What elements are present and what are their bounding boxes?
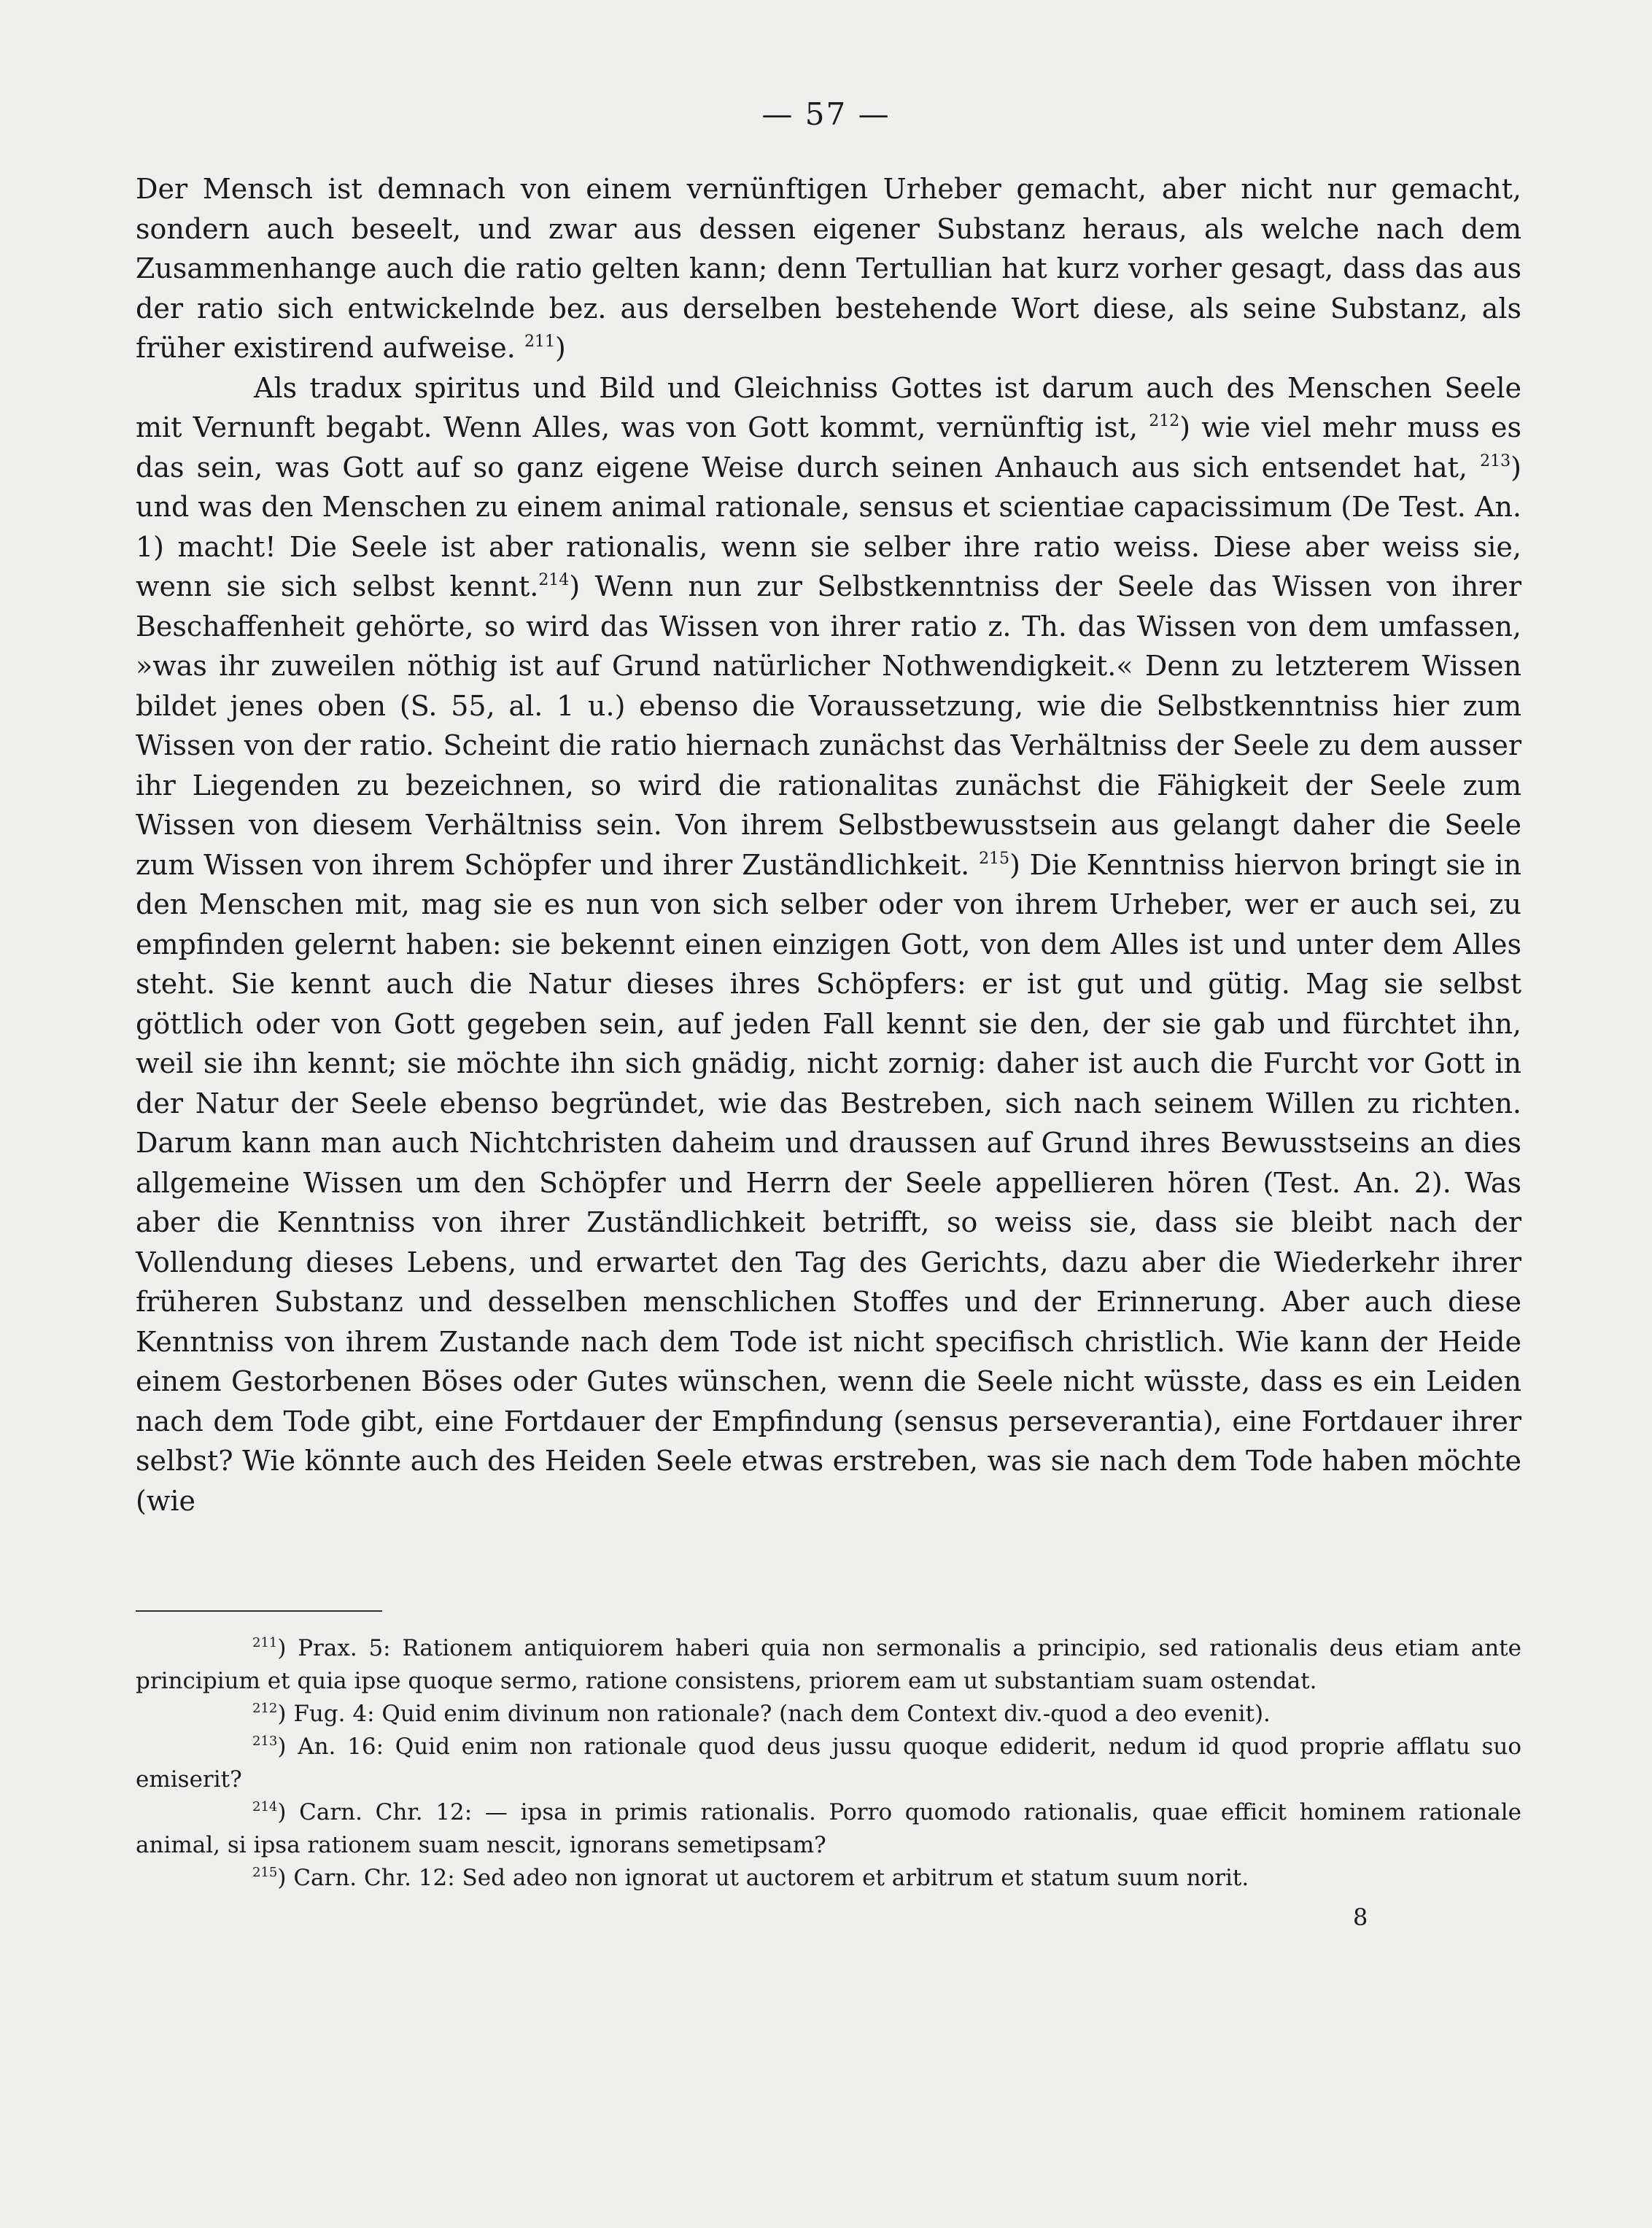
- footnote-ref: 214: [538, 571, 570, 589]
- footnote: $^{215}$) Carn. Chr. 12: Sed adeo non ignorat ut auctorem et arbitrum et statum suum norit.: [252, 1865, 1249, 1891]
- footnote-ref: 215: [979, 849, 1010, 868]
- footnotes: [136, 1632, 1521, 1895]
- paragraph-text: Der Mensch ist demnach von einem vernünftigen Urheber gemacht, aber nicht nur gemacht, sondern auch beseelt, und zwar aus dessen eigener Substanz heraus, als welche nach dem Zusammenhange auch die ratio gelten kann; denn Tertullian hat kurz vorher gesagt, dass das aus der ratio sich entwickelnde bez. aus derselben bestehende Wort diese, als seine Substanz, als früher existirend aufweise.: [136, 173, 1521, 364]
- paragraph-text: Die Kenntniss hiervon bringt sie in den Menschen mit, mag sie es nun von sich selber oder von ihrem Urheber, wer er auch sei, zu empfinden gelernt haben: sie bekennt einen einzigen Gott, von dem Alles ist und unter dem Alles steht. Sie kennt auch die Natur dieses ihres Schöpfers: er ist gut und gütig. Mag sie selbst göttlich oder von Gott gegeben sein, auf jeden Fall kennt sie den, der sie gab und fürchtet ihn, weil sie ihn kennt; sie möchte ihn sich gnädig, nicht zornig: daher ist auch die Furcht vor Gott in der Natur der Seele ebenso begründet, wie das Bestreben, sich nach seinem Willen zu richten. Darum kann man auch Nichtchristen daheim und draussen auf Grund ihres Bewusstseins an dies allgemeine Wissen um den Schöpfer und Herrn der Seele appellieren hören (Test. An. 2). Was aber die Kenntniss von ihrer Zuständlichkeit betrifft, so weiss sie, dass sie bleibt nach der Vollendung dieses Lebens, und erwartet den Tag des Gerichts, dazu aber die Wiederkehr ihrer früheren Substanz und desselben menschlichen Stoffes und der Erinnerung. Aber auch diese Kenntniss von ihrem Zustande nach dem Tode ist nicht specifisch christlich. Wie kann der Heide einem Gestorbenen Böses oder Gutes wünschen, wenn die Seele nicht wüsste, dass es ein Leiden nach dem Tode gibt, eine Fortdauer der Empfindung (sensus perseverantia), eine Fortdauer ihrer selbst? Wie könnte auch des Heiden Seele etwas erstreben, was sie nach dem Tode haben möchte (wie: [136, 848, 1521, 1517]
- footnote: $^{212}$) Fug. 4: Quid enim divinum non rationale? (nach dem Context div.-quod a deo evenit).: [252, 1701, 1271, 1727]
- paragraph-text: und was den Menschen zu einem animal rationale, sensus et scientiae capacissimum (De Test. An. 1) macht! Die Seele ist aber rationalis, wenn sie selber ihre ratio weiss. Diese aber weiss sie, wenn sie sich selbst kennt.: [136, 491, 1521, 602]
- main-text: [136, 169, 1521, 1521]
- footnote-text: An. 16: Quid enim non rationale quod deus jussu quoque ediderit, nedum id quod proprie afflatu suo emiserit?: [136, 1734, 1521, 1793]
- footnote-ref: 213: [1480, 451, 1511, 470]
- footnote-number: 211: [252, 1635, 278, 1650]
- footnote-text: Fug. 4: Quid enim divinum non rationale? (nach dem Context div.-quod a deo evenit).: [293, 1701, 1271, 1727]
- footnote-number: 213: [252, 1734, 278, 1749]
- footnote-ref: 212: [1149, 412, 1180, 430]
- footnote-number: 214: [252, 1799, 278, 1814]
- footnote: $^{211}$) Prax. 5: Rationem antiquiorem haberi quia non sermonalis a principio, sed rationalis deus etiam ante principium et quia ipse quoque sermo, ratione consistens, priorem eam ut substantiam suam ostendat.: [136, 1635, 1521, 1694]
- paragraph-text: wie viel mehr muss es das sein, was Gott auf so ganz eigene Weise durch seinen Anhauch aus sich entsendet hat,: [136, 411, 1522, 484]
- paragraph: Als tradux spiritus und Bild und Gleichniss Gottes ist darum auch des Menschen Seele mit Vernunft begabt. Wenn Alles, was von Gott kommt, vernünftig ist, $^{212}$) wie viel mehr muss es das sein, was Gott auf so ganz eigene Weise durch seinen Anhauch aus sich entsendet hat, $^{213}$) und was den Menschen zu einem animal rationale, sensus et scientiae capacissimum (De Test. An. 1) macht! Die Seele ist aber rationalis, wenn sie selber ihre ratio weiss. Diese aber weiss sie, wenn sie sich selbst kennt.$^{214}$) Wenn nun zur Selbstkenntniss der Seele das Wissen von ihrer Beschaffenheit gehörte, so wird das Wissen von ihrer ratio z. Th. das Wissen von dem umfassen, »was ihr zuweilen nöthig ist auf Grund natürlicher Nothwendigkeit.« Denn zu letzterem Wissen bildet jenes oben (S. 55, al. 1 u.) ebenso die Voraussetzung, wie die Selbstkenntniss hier zum Wissen von der ratio. Scheint die ratio hiernach zunächst das Verhältniss der Seele zu dem ausser ihr Liegenden zu bezeichnen, so wird die rationalitas zunächst die Fähigkeit der Seele zum Wissen von diesem Verhältniss sein. Von ihrem Selbstbewusstsein aus gelangt daher die Seele zum Wissen von ihrem Schöpfer und ihrer Zuständlichkeit. $^{215}$) Die Kenntniss hiervon bringt sie in den Menschen mit, mag sie es nun von sich selber oder von ihrem Urheber, wer er auch sei, zu empfinden gelernt haben: sie bekennt einen einzigen Gott, von dem Alles ist und unter dem Alles steht. Sie kennt auch die Natur dieses ihres Schöpfers: er ist gut und gütig. Mag sie selbst göttlich oder von Gott gegeben sein, auf jeden Fall kennt sie den, der sie gab und fürchtet ihn, weil sie ihn kennt; sie möchte ihn sich gnädig, nicht zornig: daher ist auch die Furcht vor Gott in der Natur der Seele ebenso begründet, wie das Bestreben, sich nach seinem Willen zu richten. Darum kann man auch Nichtchristen daheim und draussen auf Grund ihres Bewusstseins an dies allgemeine Wissen um den Schöpfer und Herrn der Seele appellieren hören (Test. An. 2). Was aber die Kenntniss von ihrer Zuständlichkeit betrifft, so weiss sie, dass sie bleibt nach der Vollendung dieses Lebens, und erwartet den Tag des Gerichts, dazu aber die Wiederkehr ihrer früheren Substanz und desselben menschlichen Stoffes und der Erinnerung. Aber auch diese Kenntniss von ihrem Zustande nach dem Tode ist nicht specifisch christlich. Wie kann der Heide einem Gestorbenen Böses oder Gutes wünschen, wenn die Seele nicht wüsste, dass es ein Leiden nach dem Tode gibt, eine Fortdauer der Empfindung (sensus perseverantia), eine Fortdauer ihrer selbst? Wie könnte auch des Heiden Seele etwas erstreben, was sie nach dem Tode haben möchte (wie: [136, 371, 1522, 1517]
- footnote: $^{213}$) An. 16: Quid enim non rationale quod deus jussu quoque ediderit, nedum id quod proprie afflatu suo emiserit?: [136, 1734, 1521, 1793]
- paragraph-text: Als tradux spiritus und Bild und Gleichniss Gottes ist darum auch des Menschen Seele mit Vernunft begabt. Wenn Alles, was von Gott kommt, vernünftig ist,: [136, 371, 1521, 443]
- footnote-number: 215: [252, 1865, 278, 1880]
- footnote-number: 212: [252, 1701, 278, 1716]
- footnote-divider: [136, 1610, 382, 1612]
- footnote-text: Prax. 5: Rationem antiquiorem haberi quia non sermonalis a principio, sed rationalis deus etiam ante principium et quia ipse quoque sermo, ratione consistens, priorem eam ut substantiam suam ostendat.: [136, 1635, 1521, 1694]
- paragraph-text: Wenn nun zur Selbstkenntniss der Seele das Wissen von ihrer Beschaffenheit gehörte, so wird das Wissen von ihrer ratio z. Th. das Wissen von dem umfassen, »was ihr zuweilen nöthig ist auf Grund natürlicher Nothwendigkeit.« Denn zu letzterem Wissen bildet jenes oben (S. 55, al. 1 u.) ebenso die Voraussetzung, wie die Selbstkenntniss hier zum Wissen von der ratio. Scheint die ratio hiernach zunächst das Verhältniss der Seele zu dem ausser ihr Liegenden zu bezeichnen, so wird die rationalitas zunächst die Fähigkeit der Seele zum Wissen von diesem Verhältniss sein. Von ihrem Selbstbewusstsein aus gelangt daher die Seele zum Wissen von ihrem Schöpfer und ihrer Zuständlichkeit.: [136, 570, 1521, 881]
- footnote: $^{214}$) Carn. Chr. 12: — ipsa in primis rationalis. Porro quomodo rationalis, quae efficit hominem rationale animal, si ipsa rationem suam nescit, ignorans semetipsam?: [136, 1799, 1522, 1858]
- footnote-ref: 211: [524, 333, 555, 351]
- paragraph: Der Mensch ist demnach von einem vernünftigen Urheber gemacht, aber nicht nur gemacht, sondern auch beseelt, und zwar aus dessen eigener Substanz heraus, als welche nach dem Zusammenhange auch die ratio gelten kann; denn Tertullian hat kurz vorher gesagt, dass das aus der ratio sich entwickelnde bez. aus derselben bestehende Wort diese, als seine Substanz, als früher existirend aufweise. $^{211}$): [136, 173, 1521, 364]
- footnote-text: Carn. Chr. 12: Sed adeo non ignorat ut auctorem et arbitrum et statum suum norit.: [293, 1865, 1249, 1891]
- footnote-text: Carn. Chr. 12: — ipsa in primis rationalis. Porro quomodo rationalis, quae efficit hominem rationale animal, si ipsa rationem suam nescit, ignorans semetipsam?: [136, 1799, 1522, 1858]
- signature-mark: 8: [1353, 1903, 1368, 1931]
- page-number: — 57 —: [761, 96, 891, 132]
